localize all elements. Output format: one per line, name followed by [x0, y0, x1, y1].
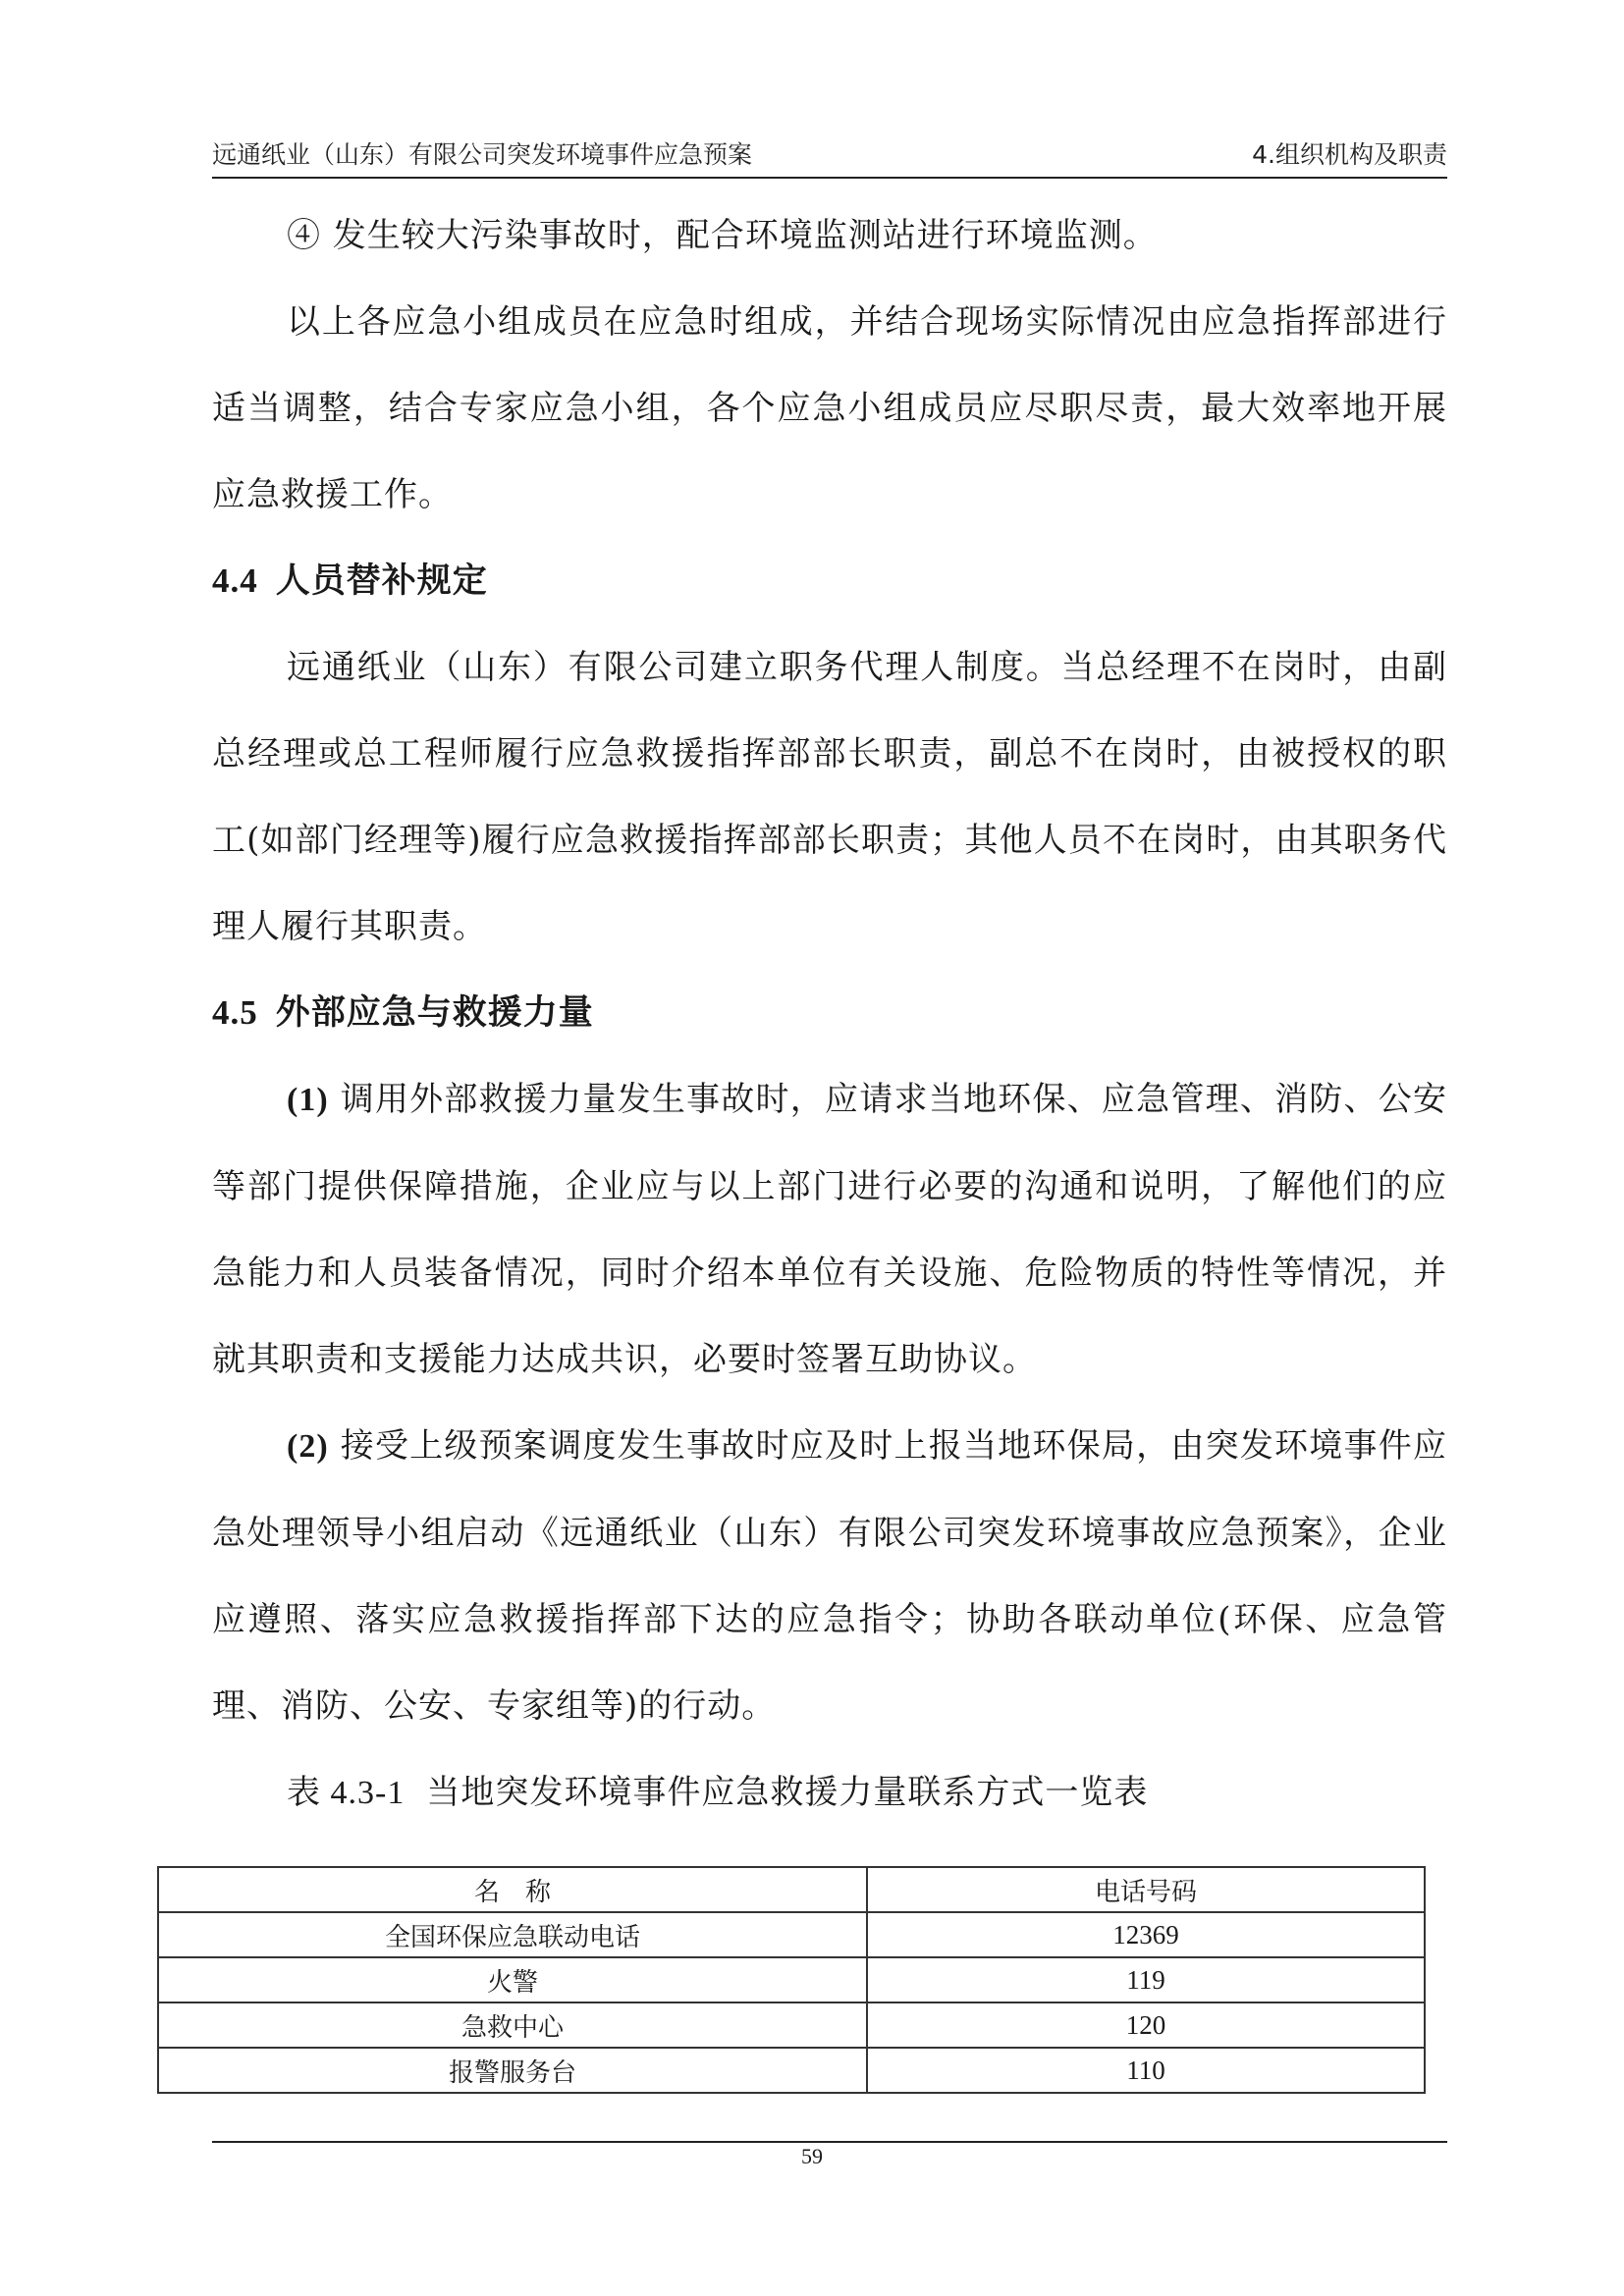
- header-chapter-title: 4.组织机构及职责: [1252, 140, 1447, 169]
- paragraph-deputy-system: 远通纸业（山东）有限公司建立职务代理人制度。当总经理不在岗时，由副总经理或总工程师履行应急救援指挥部部长职责，副总不在岗时，由被授权的职工(如部门经理等)履行应急救援指挥部部长职责；其他人员不在岗时，由其职务代理人履行其职责。: [212, 648, 1447, 946]
- table-row: [158, 1957, 1425, 2002]
- table-header-row: [158, 1867, 1425, 1912]
- contact-name: 急救中心: [158, 2002, 867, 2048]
- contact-phone: 110: [867, 2048, 1425, 2093]
- item-text: 接受上级预案调度发生事故时应及时上报当地环保局，由突发环境事件应急处理领导小组启动《远通纸业（山东）有限公司突发环境事故应急预案》，企业应遵照、落实应急救援指挥部下达的应急指令；协助各联动单位(环保、应急管理、消防、公安、专家组等)的行动。: [212, 1426, 1447, 1726]
- contact-name: 全国环保应急联动电话: [158, 1912, 867, 1957]
- contact-name: 报警服务台: [158, 2048, 867, 2093]
- table-caption: [212, 1749, 1447, 1837]
- column-header-name: 名 称: [158, 1867, 867, 1912]
- paragraph-external-rescue: [212, 1056, 1447, 1403]
- document-body: [212, 192, 1447, 1837]
- table-title: 当地突发环境事件应急救援力量联系方式一览表: [426, 1773, 1149, 1812]
- contact-phone: 119: [867, 1957, 1425, 2002]
- page-number: 59: [801, 2144, 823, 2168]
- item-number: (1): [287, 1082, 329, 1118]
- item-number: (2): [287, 1428, 329, 1465]
- section-title: 人员替补规定: [275, 561, 488, 601]
- table-row: [158, 2048, 1425, 2093]
- footer-divider: [212, 2141, 1447, 2143]
- header-document-title: 远通纸业（山东）有限公司突发环境事件应急预案: [212, 140, 753, 169]
- item-text: 调用外部救援力量发生事故时，应请求当地环保、应急管理、消防、公安等部门提供保障措施，企业应与以上部门进行必要的沟通和说明，了解他们的应急能力和人员装备情况，同时介绍本单位有关设施、危险物质的特性等情况，并就其职责和支援能力达成共识，必要时签署互助协议。: [212, 1080, 1447, 1379]
- emergency-contact-table: [157, 1866, 1426, 2094]
- paragraph-monitoring: ④ 发生较大污染事故时，配合环境监测站进行环境监测。: [287, 216, 1158, 255]
- section-title: 外部应急与救援力量: [275, 992, 594, 1033]
- table-row: [158, 1912, 1425, 1957]
- paragraph-team-adjustment: 以上各应急小组成员在应急时组成，并结合现场实际情况由应急指挥部进行适当调整，结合专家应急小组，各个应急小组成员应尽职尽责，最大效率地开展应急救援工作。: [212, 302, 1447, 514]
- column-header-phone: 电话号码: [867, 1867, 1425, 1912]
- section-heading-4-4: [212, 538, 1447, 624]
- contact-phone: 120: [867, 2002, 1425, 2048]
- contact-phone: 12369: [867, 1912, 1425, 1957]
- section-number: 4.5: [212, 993, 258, 1032]
- paragraph-superior-dispatch: [212, 1403, 1447, 1749]
- contact-name: 火警: [158, 1957, 867, 2002]
- page-header: [212, 133, 1447, 179]
- table-number: 表 4.3-1: [287, 1775, 406, 1811]
- table-row: [158, 2002, 1425, 2048]
- section-heading-4-5: [212, 970, 1447, 1056]
- section-number: 4.4: [212, 561, 258, 600]
